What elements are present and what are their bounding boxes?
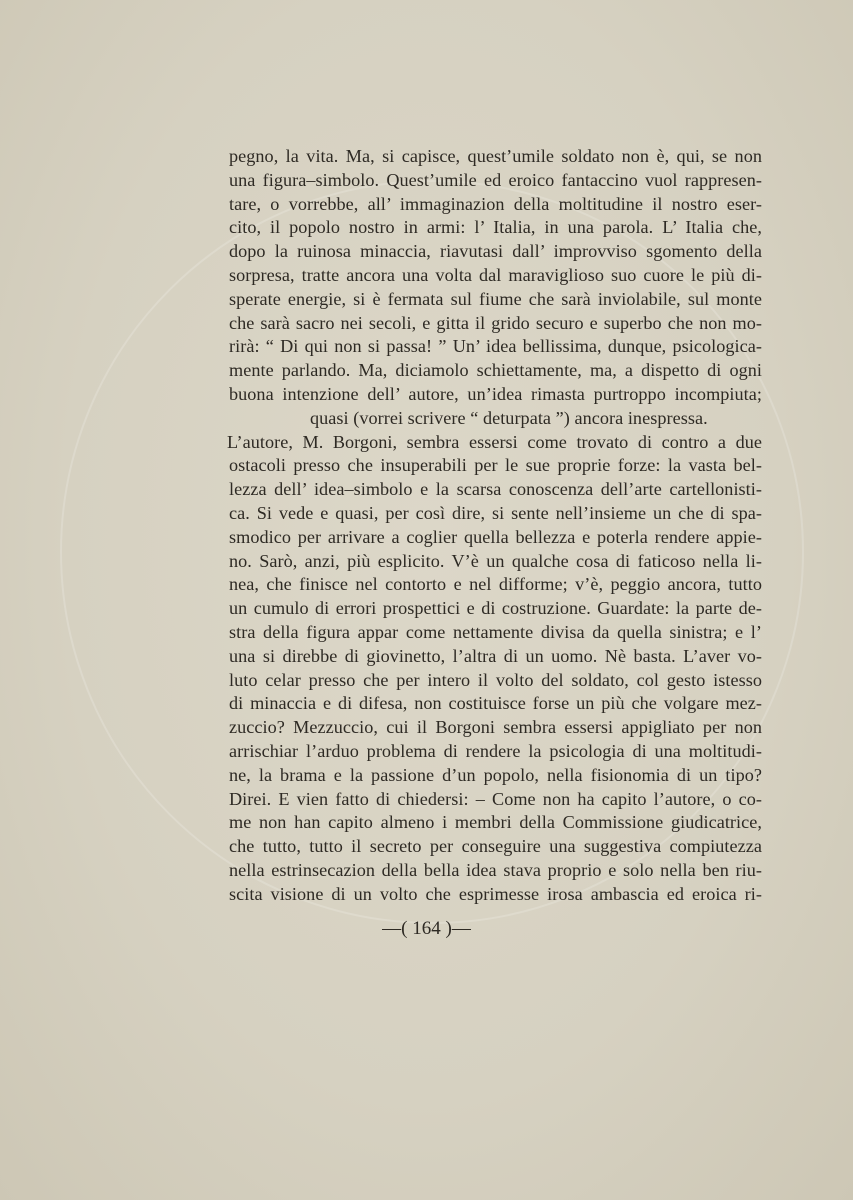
text-line: mente parlando. Ma, diciamolo schiettamente, ma, a dispetto di ogni: [229, 360, 762, 381]
text-line: rirà: “ Di qui non si passa! ” Un’ idea bellissima, dunque, psicologica-: [229, 336, 762, 357]
text-line: una figura–simbolo. Quest’umile ed eroico fantaccino vuol rappresen-: [229, 169, 762, 190]
text-line: smodico per arrivare a coglier quella bellezza e poterla rendere appie-: [229, 526, 762, 547]
text-line: luto celar presso che per intero il volto del soldato, col gesto istesso: [229, 669, 762, 690]
text-line: sperate energie, si è fermata sul fiume che sarà inviolabile, sul monte: [229, 288, 762, 309]
text-line: stra della figura appar come nettamente divisa da quella sinistra; e l’: [229, 621, 762, 642]
text-line: me non han capito almeno i membri della Commissione giudicatrice,: [229, 812, 762, 833]
text-line: arrischiar l’arduo problema di rendere la psicologia di una moltitudi-: [229, 740, 762, 761]
text-line: pegno, la vita. Ma, si capisce, quest’umile soldato non è, qui, se non: [229, 146, 762, 166]
text-line: nea, che finisce nel contorto e nel difforme; v’è, peggio ancora, tutto: [229, 574, 762, 595]
text-line: tare, o vorrebbe, all’ immaginazion della moltitudine il nostro eser-: [229, 193, 762, 214]
text-line-indented: quasi (vorrei scrivere “ deturpata ”) ancora inespressa.: [310, 407, 708, 428]
text-line: ca. Si vede e quasi, per così dire, si sente nell’insieme un che di spa-: [229, 502, 762, 523]
text-line: no. Sarò, anzi, più esplicito. V’è un qualche cosa di faticoso nella li-: [229, 550, 762, 571]
text-line: che sarà sacro nei secoli, e gitta il grido securo e superbo che non mo-: [229, 312, 762, 333]
text-line: ne, la brama e la passione d’un popolo, nella fisionomia di un tipo?: [229, 764, 762, 785]
text-line: lezza dell’ idea–simbolo e la scarsa conoscenza dell’arte cartellonisti-: [229, 479, 762, 500]
text-line: ostacoli presso che insuperabili per le sue proprie forze: la vasta bel-: [229, 455, 762, 476]
text-line: zuccio? Mezzuccio, cui il Borgoni sembra essersi appigliato per non: [229, 717, 762, 738]
text-line: di minaccia e di difesa, non costituisce forse un più che volgare mez-: [229, 693, 762, 714]
page-number: —( 164 )—: [382, 918, 471, 939]
text-line: un cumulo di errori prospettici e di costruzione. Guardate: la parte de-: [229, 598, 762, 619]
text-line: buona intenzione dell’ autore, un’idea rimasta purtroppo incompiuta;: [229, 383, 762, 404]
text-line: cito, il popolo nostro in armi: l’ Italia, in una parola. L’ Italia che,: [229, 217, 762, 238]
text-line: L’autore, M. Borgoni, sembra essersi come trovato di contro a due: [227, 431, 762, 452]
body-text: [229, 145, 762, 907]
text-line: Direi. E vien fatto di chiedersi: – Come non ha capito l’autore, o co-: [229, 788, 762, 809]
text-line: nella estrinsecazion della bella idea stava proprio e solo nella ben riu-: [229, 859, 762, 880]
text-line: che tutto, tutto il secreto per conseguire una suggestiva compiutezza: [229, 836, 762, 857]
text-line: una si direbbe di giovinetto, l’altra di un uomo. Nè basta. L’aver vo-: [229, 645, 762, 666]
text-line: scita visione di un volto che esprimesse irosa ambascia ed eroica ri-: [229, 883, 762, 904]
text-line: dopo la ruinosa minaccia, riavutasi dall’ improvviso sgomento della: [229, 241, 762, 262]
text-line: sorpresa, tratte ancora una volta dal maraviglioso suo cuore le più di-: [229, 264, 762, 285]
